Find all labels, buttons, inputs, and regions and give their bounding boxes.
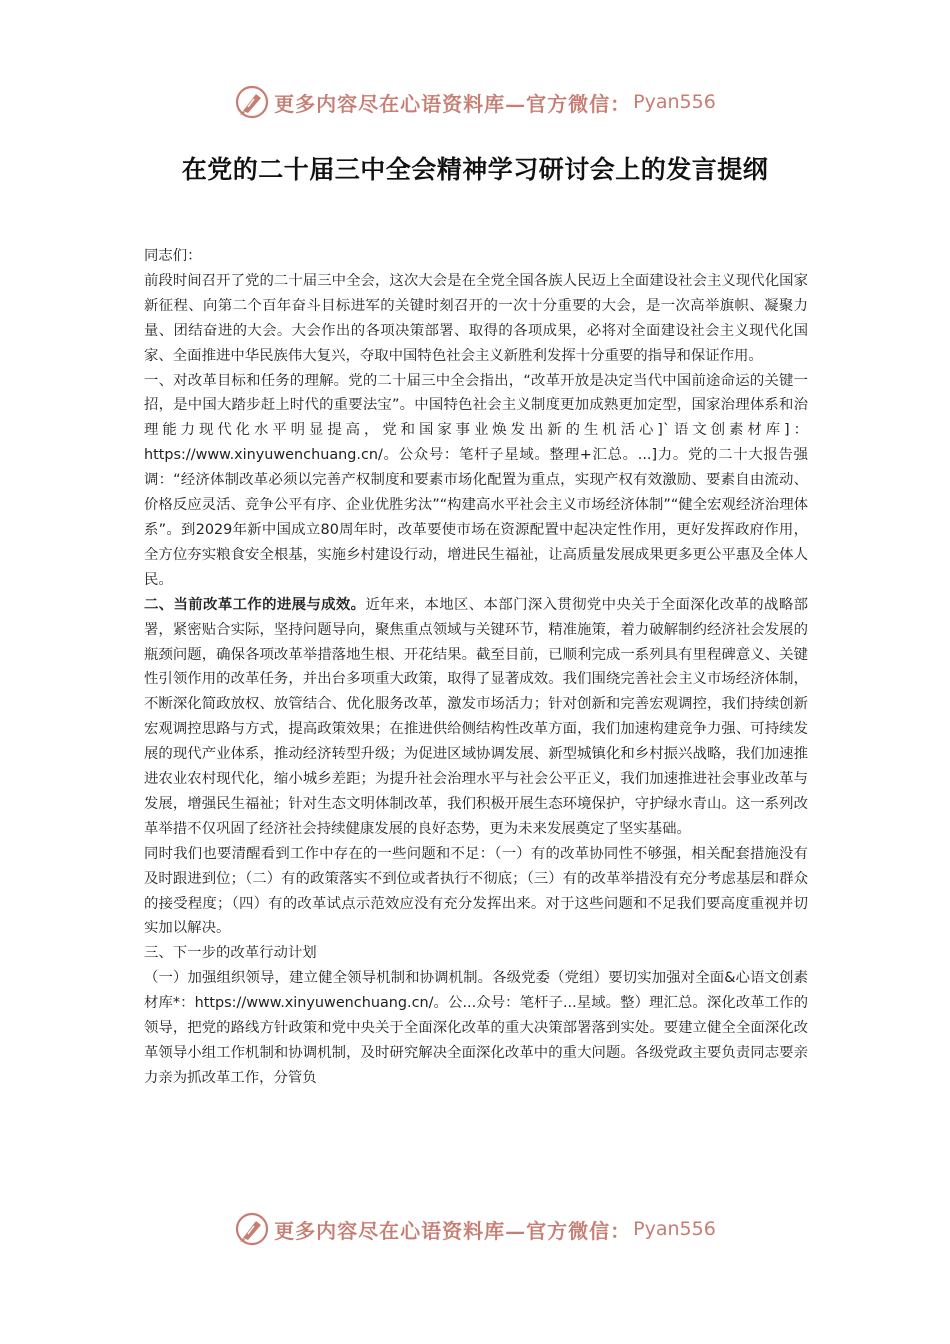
section-1-paragraph: 一、对改革目标和任务的理解。党的二十届三中全会指出，“改革开放是决定当代中国前途命运的关键一招，是中国大踏步赶上时代的重要法宝”。中国特色社会主义制度更加成熟更加定型，国家治理体系和治理能力现代化水平明显提高，党和国家事业焕发出新的生机活心]`语文创素材库]：https://www.xinyuwenchuang.cn/。公众号：笔杆子星域。整理+汇总。...]力。党的二十大报告强调：“经济体制改革必须以完善产权制度和要素市场化配置为重点，实现产权有效激励、要素自由流动、价格反应灵活、竞争公平有序、企业优胜劣汰”“构建高水平社会主义市场经济体制”“健全宏观经济治理体系”。到2029年新中国成立80周年时，改革要使市场在资源配置中起决定性作用，更好发挥政府作用，全方位夯实粮食安全根基，实施乡村建设行动，增进民生福祉，让高质量发展成果更多更公平惠及全体人民。 <box>144 372 808 588</box>
section-3-heading: 三、下一步的改革行动计划 <box>144 945 317 962</box>
salutation: 同志们： <box>144 248 202 264</box>
watermark-brand-text: 更多内容尽在心语资料库—官方微信： <box>274 91 632 116</box>
document-title: 在党的二十届三中全会精神学习研讨会上的发言提纲 <box>181 155 769 184</box>
section-2-heading: 二、当前改革工作的进展与成效。 <box>144 596 366 613</box>
section-3-item-1: （一）加强组织领导，建立健全领导机制和协调机制。各级党委（党组）要切实加强对全面&心语文创素材库*：https://www.xinyuwenchuang.cn/。公...众号：笔杆子...星域。整）理汇总。深化改革工作的领导，把党的路线方针政策和党中央关于全面深化改革的重大决策部署落到实处。要建立健全全面深化改革领导小组工作机制和协调机制，及时研究解决全面深化改革中的重大问题。各级党政主要负责同志要亲力亲为抓改革工作，分管负 <box>144 970 808 1086</box>
document-body <box>144 244 808 1091</box>
issues-paragraph: 同时我们也要清醒看到工作中存在的一些问题和不足：（一）有的改革协同性不够强，相关配套措施没有及时跟进到位；（二）有的政策落实不到位或者执行不彻底；（三）有的改革举措没有充分考虑基层和群众的接受程度；（四）有的改革试点示范效应没有充分发挥出来。对于这些问题和不足我们要高度重视并切实加以解决。 <box>144 845 808 937</box>
intro-paragraph: 前段时间召开了党的二十届三中全会，这次大会是在全党全国各族人民迈上全面建设社会主义现代化国家新征程、向第二个百年奋斗目标进军的关键时刻召开的一次十分重要的大会，是一次高举旗帜、凝聚力量、团结奋进的大会。大会作出的各项决策部署、取得的各项成果，必将对全面建设社会主义现代化国家、全面推进中华民族伟大复兴，夺取中国特色社会主义新胜利发挥十分重要的指导和保证作用。 <box>144 272 808 364</box>
watermark-wechat-id: Pyan556 <box>633 1218 716 1240</box>
pen-nib-logo-icon <box>234 1211 270 1247</box>
watermark-brand-text: 更多内容尽在心语资料库—官方微信： <box>274 1218 632 1243</box>
watermark-banner-bottom <box>0 1209 950 1249</box>
section-2-text: 近年来，本地区、本部门深入贯彻党中央关于全面深化改革的战略部署，紧密贴合实际，坚持问题导向，聚焦重点领域与关键环节，精准施策，着力破解制约经济社会发展的瓶颈问题，确保各项改革举措落地生根、开花结果。截至目前，已顺利完成一系列具有里程碑意义、关键性引领作用的改革任务，并出台多项重大政策，取得了显著成效。我们围绕完善社会主义市场经济体制，不断深化简政放权、放管结合、优化服务改革，激发市场活力；针对创新和完善宏观调控，我们持续创新宏观调控思路与方式，提高政策效果；在推进供给侧结构性改革方面，我们加速构建竞争力强、可持续发展的现代产业体系，推动经济转型升级；为促进区域协调发展、新型城镇化和乡村振兴战略，我们加速推进农业农村现代化，缩小城乡差距；为提升社会治理水平与社会公平正义，我们加速推进社会事业改革与发展，增强民生福祉；针对生态文明体制改革，我们积极开展生态环境保护，守护绿水青山。这一系列改革举措不仅巩固了经济社会持续健康发展的良好态势，更为未来发展奠定了坚实基础。 <box>144 596 808 837</box>
watermark-banner-top <box>0 82 950 122</box>
watermark-wechat-id: Pyan556 <box>633 91 716 113</box>
section-2-paragraph <box>144 593 808 842</box>
pen-nib-logo-icon <box>234 84 270 120</box>
